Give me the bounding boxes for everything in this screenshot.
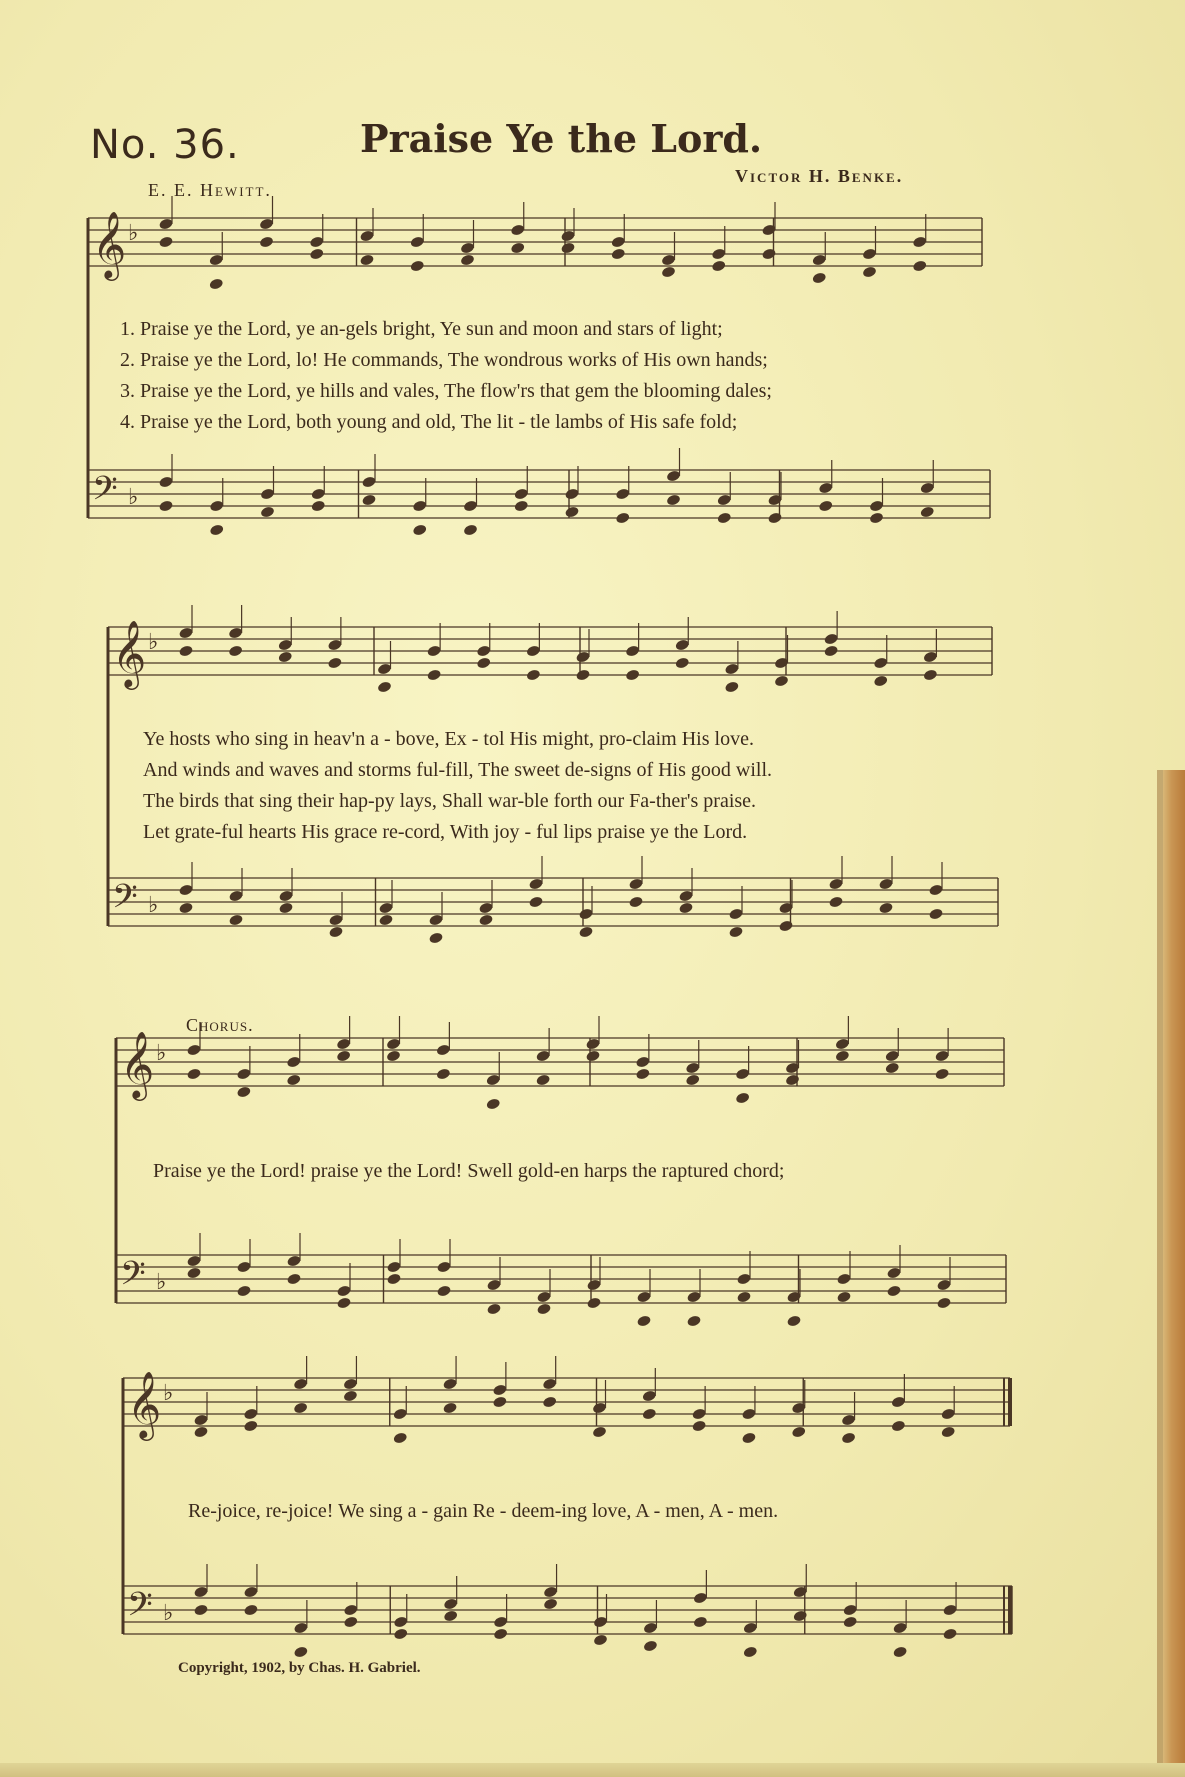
note-head xyxy=(377,680,392,693)
treble-clef: 𝄞 xyxy=(92,210,127,278)
verse-1-line-2: Ye hosts who sing in heav'n a - bove, Ex - tol His might, pro-claim His love. xyxy=(143,728,754,750)
treble-clef: 𝄞 xyxy=(112,619,147,687)
note-head xyxy=(593,1615,608,1628)
note-head xyxy=(628,895,643,908)
note-head xyxy=(542,1377,557,1390)
note-head xyxy=(928,883,943,896)
note-head xyxy=(286,1254,301,1267)
note-head xyxy=(278,901,293,914)
note-head xyxy=(476,656,491,669)
note-head xyxy=(736,1272,751,1285)
note-head xyxy=(778,919,793,932)
note-head xyxy=(611,247,626,260)
note-head xyxy=(812,253,827,266)
note-head xyxy=(585,1037,600,1050)
note-head xyxy=(359,229,374,242)
note-head xyxy=(912,235,927,248)
verse-1-line-1: 1. Praise ye the Lord, ye an-gels bright, Ye sun and moon and stars of light; xyxy=(120,318,723,340)
note-head xyxy=(836,1290,851,1303)
note-head xyxy=(625,668,640,681)
note-head xyxy=(309,235,324,248)
note-head xyxy=(835,1049,850,1062)
note-head xyxy=(259,217,274,230)
note-head xyxy=(236,1284,251,1297)
note-head xyxy=(941,1407,956,1420)
note-head xyxy=(828,877,843,890)
note-head xyxy=(743,1645,758,1658)
note-head xyxy=(693,1615,708,1628)
note-head xyxy=(535,1049,550,1062)
note-head xyxy=(711,247,726,260)
note-head xyxy=(724,662,739,675)
note-head xyxy=(941,1425,956,1438)
note-head xyxy=(243,1603,258,1616)
note-head xyxy=(691,1407,706,1420)
bass-clef: 𝄢 xyxy=(127,1586,153,1632)
chorus-line-2: Re-joice, re-joice! We sing a - gain Re - deem-ing love, A - men, A - men. xyxy=(188,1500,779,1522)
note-head xyxy=(293,1621,308,1634)
note-head xyxy=(286,1055,301,1068)
note-head xyxy=(823,632,838,645)
note-head xyxy=(361,493,376,506)
key-signature-flat: ♭ xyxy=(148,630,159,655)
note-head xyxy=(823,644,838,657)
note-head xyxy=(158,217,173,230)
note-head xyxy=(767,493,782,506)
note-head xyxy=(593,1633,608,1646)
note-head xyxy=(843,1603,858,1616)
note-head xyxy=(735,1091,750,1104)
key-signature-flat: ♭ xyxy=(128,485,139,510)
note-head xyxy=(791,1425,806,1438)
note-head xyxy=(158,475,173,488)
note-head xyxy=(359,253,374,266)
note-head xyxy=(643,1621,658,1634)
note-head xyxy=(936,1278,951,1291)
note-head xyxy=(678,889,693,902)
note-head xyxy=(528,877,543,890)
note-head xyxy=(328,925,343,938)
note-head xyxy=(236,1067,251,1080)
note-head xyxy=(741,1407,756,1420)
verse-3-line-1: 3. Praise ye the Lord, ye hills and vales, The flow'rs that gem the blooming dales; xyxy=(120,380,772,402)
note-head xyxy=(528,895,543,908)
note-head xyxy=(786,1314,801,1327)
note-head xyxy=(193,1585,208,1598)
note-head xyxy=(578,907,593,920)
note-head xyxy=(428,931,443,944)
treble-clef: 𝄞 xyxy=(120,1030,155,1098)
note-head xyxy=(443,1597,458,1610)
note-head xyxy=(460,241,475,254)
note-head xyxy=(158,235,173,248)
note-head xyxy=(643,1639,658,1652)
note-head xyxy=(761,247,776,260)
note-head xyxy=(543,1585,558,1598)
note-head xyxy=(785,1061,800,1074)
note-head xyxy=(386,1049,401,1062)
note-head xyxy=(428,913,443,926)
note-head xyxy=(560,241,575,254)
note-head xyxy=(410,235,425,248)
note-head xyxy=(675,638,690,651)
note-head xyxy=(476,644,491,657)
note-head xyxy=(492,1395,507,1408)
note-head xyxy=(228,626,243,639)
key-signature-flat: ♭ xyxy=(156,1041,167,1066)
note-head xyxy=(243,1585,258,1598)
note-head xyxy=(426,668,441,681)
note-head xyxy=(178,883,193,896)
note-head xyxy=(259,235,274,248)
note-head xyxy=(478,913,493,926)
hymn-number: No. 36. xyxy=(90,122,240,168)
note-head xyxy=(920,481,935,494)
note-head xyxy=(735,1067,750,1080)
verse-2-line-1: 2. Praise ye the Lord, lo! He commands, The wondrous works of His own hands; xyxy=(120,349,768,371)
note-head xyxy=(492,1383,507,1396)
note-head xyxy=(393,1627,408,1640)
note-head xyxy=(343,1603,358,1616)
key-signature-flat: ♭ xyxy=(163,1381,174,1406)
note-head xyxy=(686,1290,701,1303)
note-head xyxy=(536,1290,551,1303)
verse-4-line-2: Let grate-ful hearts His grace re-cord, With joy - ful lips praise ye the Lord. xyxy=(143,821,748,843)
note-head xyxy=(493,1627,508,1640)
note-head xyxy=(923,650,938,663)
note-head xyxy=(778,901,793,914)
chorus-label: Chorus. xyxy=(186,1015,254,1035)
note-head xyxy=(514,487,529,500)
note-head xyxy=(278,650,293,663)
note-head xyxy=(514,499,529,512)
note-head xyxy=(186,1254,201,1267)
note-head xyxy=(436,1260,451,1273)
note-head xyxy=(592,1425,607,1438)
note-head xyxy=(586,1296,601,1309)
note-head xyxy=(685,1073,700,1086)
note-head xyxy=(178,626,193,639)
note-head xyxy=(393,1431,408,1444)
note-head xyxy=(336,1296,351,1309)
note-head xyxy=(585,1049,600,1062)
note-head xyxy=(564,487,579,500)
note-head xyxy=(386,1037,401,1050)
note-head xyxy=(478,901,493,914)
note-head xyxy=(912,259,927,272)
note-head xyxy=(635,1055,650,1068)
note-head xyxy=(873,656,888,669)
note-head xyxy=(934,1067,949,1080)
note-head xyxy=(336,1049,351,1062)
note-head xyxy=(410,259,425,272)
note-head xyxy=(178,901,193,914)
note-head xyxy=(636,1290,651,1303)
verse-3-line-2: The birds that sing their hap-py lays, Shall war-ble forth our Fa-ther's praise. xyxy=(143,790,757,812)
note-head xyxy=(936,1296,951,1309)
note-head xyxy=(327,638,342,651)
note-head xyxy=(575,650,590,663)
verse-2-line-2: And winds and waves and storms ful-fill, The sweet de-signs of His good will. xyxy=(143,759,772,781)
note-head xyxy=(510,223,525,236)
note-head xyxy=(942,1603,957,1616)
note-head xyxy=(717,493,732,506)
note-head xyxy=(791,1401,806,1414)
note-head xyxy=(193,1425,208,1438)
note-head xyxy=(666,493,681,506)
note-head xyxy=(228,644,243,657)
treble-clef: 𝄞 xyxy=(127,1370,162,1438)
note-head xyxy=(786,1290,801,1303)
note-head xyxy=(711,259,726,272)
chorus-line-1: Praise ye the Lord! praise ye the Lord! Swell gold-en harps the raptured chord; xyxy=(153,1160,785,1182)
bass-clef: 𝄢 xyxy=(92,470,118,516)
note-head xyxy=(793,1609,808,1622)
note-head xyxy=(862,265,877,278)
note-head xyxy=(443,1609,458,1622)
note-head xyxy=(186,1067,201,1080)
note-head xyxy=(378,913,393,926)
note-head xyxy=(311,487,326,500)
note-head xyxy=(685,1061,700,1074)
note-head xyxy=(328,913,343,926)
note-head xyxy=(393,1615,408,1628)
note-head xyxy=(286,1272,301,1285)
note-head xyxy=(193,1603,208,1616)
note-head xyxy=(436,1043,451,1056)
note-head xyxy=(635,1067,650,1080)
note-head xyxy=(278,638,293,651)
note-head xyxy=(678,901,693,914)
note-head xyxy=(611,235,626,248)
note-head xyxy=(486,1097,501,1110)
note-head xyxy=(542,1395,557,1408)
note-head xyxy=(336,1284,351,1297)
note-head xyxy=(442,1377,457,1390)
note-head xyxy=(885,1049,900,1062)
note-head xyxy=(412,499,427,512)
note-head xyxy=(560,229,575,242)
note-head xyxy=(892,1645,907,1658)
note-head xyxy=(293,1377,308,1390)
note-head xyxy=(885,1061,900,1074)
note-head xyxy=(386,1272,401,1285)
note-head xyxy=(869,511,884,524)
note-head xyxy=(578,925,593,938)
note-head xyxy=(886,1284,901,1297)
note-head xyxy=(463,523,478,536)
note-head xyxy=(586,1278,601,1291)
note-head xyxy=(460,253,475,266)
note-head xyxy=(841,1413,856,1426)
note-head xyxy=(717,511,732,524)
note-head xyxy=(209,499,224,512)
note-head xyxy=(535,1073,550,1086)
note-head xyxy=(642,1389,657,1402)
note-head xyxy=(293,1401,308,1414)
note-head xyxy=(892,1621,907,1634)
note-head xyxy=(228,889,243,902)
note-head xyxy=(741,1431,756,1444)
author-credit: E. E. Hewitt. xyxy=(148,180,272,200)
note-head xyxy=(260,505,275,518)
note-head xyxy=(377,662,392,675)
note-head xyxy=(761,223,776,236)
key-signature-flat: ♭ xyxy=(163,1601,174,1626)
note-head xyxy=(442,1401,457,1414)
note-head xyxy=(843,1615,858,1628)
note-head xyxy=(209,277,224,290)
note-head xyxy=(785,1073,800,1086)
note-head xyxy=(243,1419,258,1432)
note-head xyxy=(862,247,877,260)
note-head xyxy=(278,889,293,902)
note-head xyxy=(886,1266,901,1279)
note-head xyxy=(236,1260,251,1273)
note-head xyxy=(209,253,224,266)
note-head xyxy=(260,487,275,500)
note-head xyxy=(361,475,376,488)
note-head xyxy=(728,925,743,938)
note-head xyxy=(661,265,676,278)
note-head xyxy=(486,1073,501,1086)
note-head xyxy=(636,1314,651,1327)
note-head xyxy=(767,511,782,524)
note-head xyxy=(510,241,525,254)
note-head xyxy=(243,1407,258,1420)
note-head xyxy=(666,469,681,482)
note-head xyxy=(592,1401,607,1414)
note-head xyxy=(426,644,441,657)
note-head xyxy=(836,1272,851,1285)
note-head xyxy=(818,499,833,512)
note-head xyxy=(774,674,789,687)
note-head xyxy=(436,1067,451,1080)
note-head xyxy=(486,1278,501,1291)
note-head xyxy=(928,907,943,920)
note-head xyxy=(812,271,827,284)
note-head xyxy=(378,901,393,914)
note-head xyxy=(575,668,590,681)
note-head xyxy=(693,1591,708,1604)
note-head xyxy=(486,1302,501,1315)
note-head xyxy=(193,1413,208,1426)
note-head xyxy=(878,901,893,914)
copyright-notice: Copyright, 1902, by Chas. H. Gabriel. xyxy=(178,1660,421,1676)
note-head xyxy=(869,499,884,512)
note-head xyxy=(793,1585,808,1598)
note-head xyxy=(228,913,243,926)
note-head xyxy=(625,644,640,657)
note-head xyxy=(828,895,843,908)
note-head xyxy=(178,644,193,657)
note-head xyxy=(393,1407,408,1420)
note-head xyxy=(436,1284,451,1297)
note-head xyxy=(920,505,935,518)
note-head xyxy=(309,247,324,260)
note-head xyxy=(336,1037,351,1050)
note-head xyxy=(774,656,789,669)
note-head xyxy=(942,1627,957,1640)
note-head xyxy=(293,1645,308,1658)
note-head xyxy=(412,523,427,536)
note-head xyxy=(873,674,888,687)
note-head xyxy=(891,1419,906,1432)
note-head xyxy=(209,523,224,536)
bass-clef: 𝄢 xyxy=(120,1255,146,1301)
key-signature-flat: ♭ xyxy=(148,893,159,918)
note-head xyxy=(724,680,739,693)
verse-4-line-1: 4. Praise ye the Lord, both young and old, The lit - tle lambs of His safe fold; xyxy=(120,411,738,433)
key-signature-flat: ♭ xyxy=(128,221,139,246)
note-head xyxy=(675,656,690,669)
note-head xyxy=(923,668,938,681)
note-head xyxy=(934,1049,949,1062)
note-head xyxy=(526,644,541,657)
note-head xyxy=(343,1389,358,1402)
bass-clef: 𝄢 xyxy=(112,878,138,924)
note-head xyxy=(615,511,630,524)
note-head xyxy=(878,877,893,890)
note-head xyxy=(564,505,579,518)
note-head xyxy=(835,1037,850,1050)
note-head xyxy=(463,499,478,512)
note-head xyxy=(327,656,342,669)
note-head xyxy=(728,907,743,920)
note-head xyxy=(628,877,643,890)
note-head xyxy=(386,1260,401,1273)
note-head xyxy=(493,1615,508,1628)
note-head xyxy=(311,499,326,512)
note-head xyxy=(841,1431,856,1444)
note-head xyxy=(891,1395,906,1408)
note-head xyxy=(615,487,630,500)
hymn-title: Praise Ye the Lord. xyxy=(360,116,763,161)
composer-credit: Victor H. Benke. xyxy=(735,166,904,186)
note-head xyxy=(743,1621,758,1634)
note-head xyxy=(186,1266,201,1279)
key-signature-flat: ♭ xyxy=(156,1270,167,1295)
note-head xyxy=(686,1314,701,1327)
note-head xyxy=(343,1615,358,1628)
note-head xyxy=(286,1073,301,1086)
note-head xyxy=(818,481,833,494)
note-head xyxy=(642,1407,657,1420)
note-head xyxy=(526,668,541,681)
note-head xyxy=(186,1043,201,1056)
note-head xyxy=(536,1302,551,1315)
note-head xyxy=(661,253,676,266)
note-head xyxy=(158,499,173,512)
note-head xyxy=(236,1085,251,1098)
note-head xyxy=(691,1419,706,1432)
note-head xyxy=(343,1377,358,1390)
note-head xyxy=(543,1597,558,1610)
note-head xyxy=(736,1290,751,1303)
